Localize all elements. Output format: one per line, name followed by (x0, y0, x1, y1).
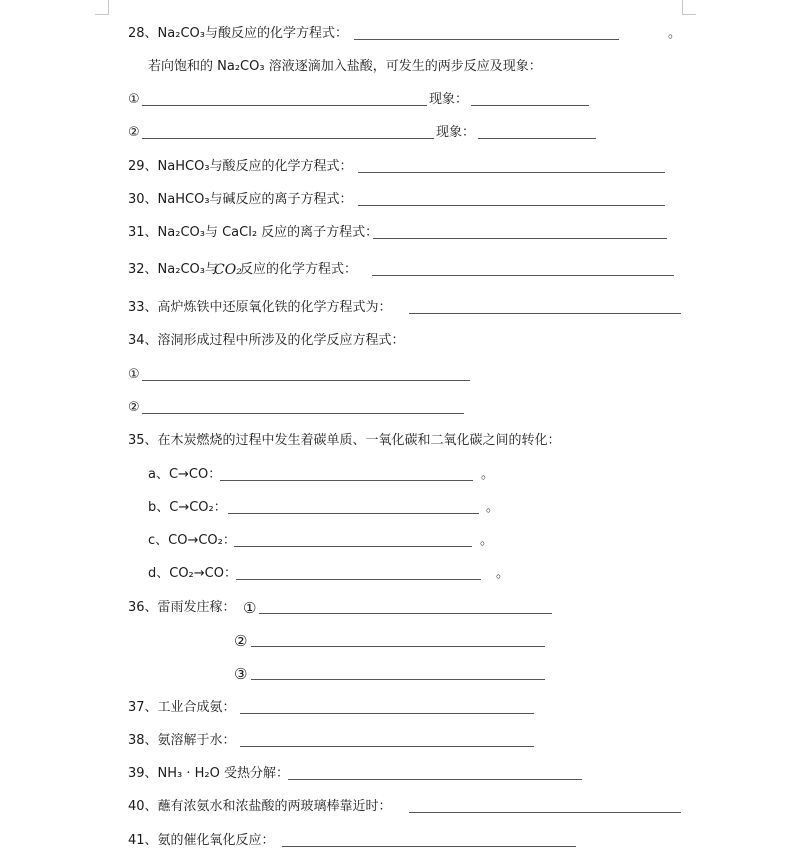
question-33-label: 33、高炉炼铁中还原氧化铁的化学方程式为： (128, 300, 392, 315)
answer-blank-35-b[interactable] (228, 513, 479, 514)
answer-blank-32[interactable] (372, 275, 674, 276)
answer-blank-34-1[interactable] (142, 380, 470, 381)
question-36-marker-3: ③ (234, 665, 248, 683)
answer-blank-28-step-2[interactable] (142, 138, 434, 139)
question-29-label: 29、NaHCO₃与酸反应的化学方程式： (128, 159, 353, 174)
question-32-label-pre: 32、Na₂CO₃与 (128, 262, 218, 277)
question-32-co2-formula: CO₂ (214, 262, 242, 278)
question-32-label-post: 反应的化学方程式： (240, 262, 358, 277)
answer-blank-36-3[interactable] (251, 679, 545, 680)
question-36-marker-1: ① (243, 599, 257, 617)
page-corner-mark-left (108, 0, 109, 14)
question-35-d-end: 。 (496, 566, 510, 581)
answer-blank-30[interactable] (358, 205, 665, 206)
answer-blank-38[interactable] (240, 746, 534, 747)
question-35-a-label: a、C→CO： (148, 467, 222, 482)
question-35-b-end: 。 (486, 500, 500, 515)
question-41-label: 41、氨的催化氧化反应： (128, 833, 275, 848)
answer-blank-41[interactable] (282, 846, 576, 847)
question-35-b-label: b、C→CO₂： (148, 500, 227, 515)
answer-blank-35-d[interactable] (236, 579, 481, 580)
question-36-label: 36、雷雨发庄稼： (128, 600, 236, 615)
question-36-marker-2: ② (234, 632, 248, 650)
question-39-label: 39、NH₃ · H₂O 受热分解： (128, 766, 290, 781)
step-2-observation-label: 现象： (436, 125, 476, 140)
question-34-marker-2: ② (128, 400, 140, 415)
question-35-c-end: 。 (480, 533, 494, 548)
answer-blank-29[interactable] (358, 172, 665, 173)
answer-blank-37[interactable] (240, 713, 534, 714)
question-30-label: 30、NaHCO₃与碱反应的离子方程式： (128, 192, 353, 207)
question-35-c-label: c、CO→CO₂： (148, 533, 236, 548)
answer-blank-31[interactable] (373, 238, 667, 239)
answer-blank-36-1[interactable] (259, 613, 552, 614)
answer-blank-35-c[interactable] (234, 546, 472, 547)
page-corner-mark-left-h (95, 14, 109, 15)
page-corner-mark-right-h (682, 14, 696, 15)
question-35-a-end: 。 (481, 467, 495, 482)
answer-blank-28-step-1[interactable] (142, 105, 427, 106)
question-34-label: 34、溶洞形成过程中所涉及的化学反应方程式： (128, 333, 405, 348)
question-37-label: 37、工业合成氨： (128, 700, 236, 715)
answer-blank-40[interactable] (409, 812, 681, 813)
step-1-marker: ① (128, 92, 140, 107)
step-1-observation-label: 现象： (429, 92, 469, 107)
answer-blank-28[interactable] (354, 39, 619, 40)
question-31-label: 31、Na₂CO₃与 CaCl₂ 反应的离子方程式： (128, 225, 379, 240)
question-35-label: 35、在木炭燃烧的过程中发生着碳单质、一氧化碳和二氧化碳之间的转化： (128, 433, 561, 448)
answer-blank-35-a[interactable] (220, 480, 473, 481)
answer-blank-33[interactable] (409, 313, 681, 314)
answer-blank-39[interactable] (288, 779, 582, 780)
question-28-note-text: 若向饱和的 Na₂CO₃ 溶液逐滴加入盐酸，可发生的两步反应及现象： (148, 59, 542, 74)
answer-blank-28-step-2-observation[interactable] (478, 138, 596, 139)
answer-blank-28-step-1-observation[interactable] (471, 105, 589, 106)
answer-blank-36-2[interactable] (251, 646, 545, 647)
question-34-marker-1: ① (128, 367, 140, 382)
page-corner-mark-right (682, 0, 683, 14)
question-35-d-label: d、CO₂→CO： (148, 566, 237, 581)
question-38-label: 38、氨溶解于水： (128, 733, 236, 748)
answer-blank-34-2[interactable] (142, 413, 464, 414)
question-28-label: 28、Na₂CO₃与酸反应的化学方程式： (128, 26, 348, 41)
question-28-end: 。 (668, 26, 682, 41)
step-2-marker: ② (128, 125, 140, 140)
question-40-label: 40、蘸有浓氨水和浓盐酸的两玻璃棒靠近时： (128, 799, 392, 814)
